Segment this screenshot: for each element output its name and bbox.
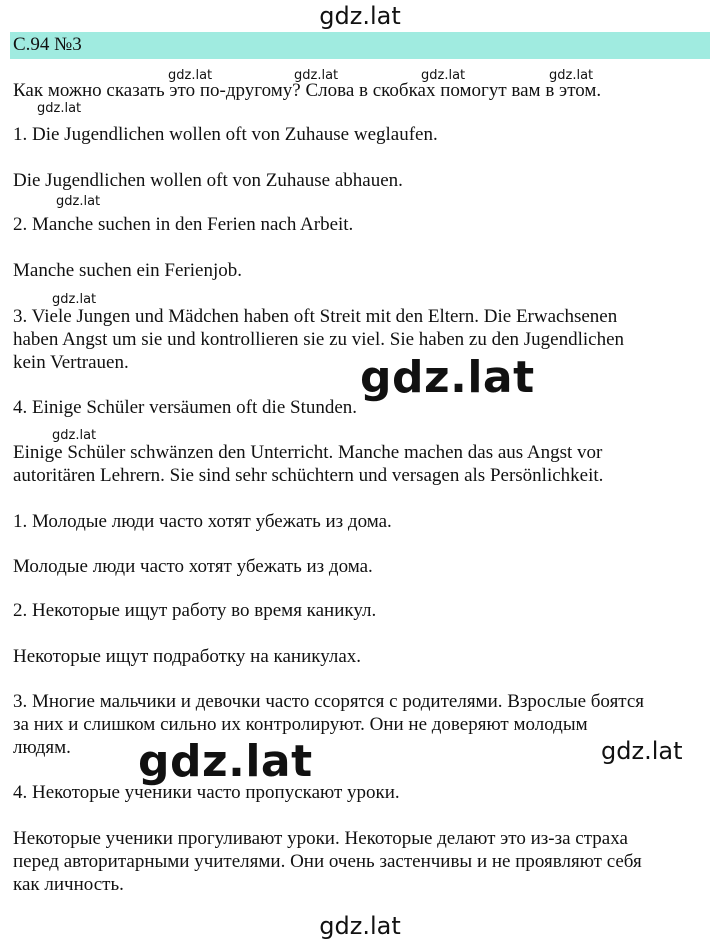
- text-line: Некоторые ученики прогуливают уроки. Некоторые делают это из-за страха: [13, 828, 628, 849]
- text-line: 1. Молодые люди часто хотят убежать из дома.: [13, 511, 392, 532]
- watermark-small-4: gdz.lat: [549, 68, 594, 83]
- watermark-small-2: gdz.lat: [294, 68, 339, 83]
- watermark-top: gdz.lat: [319, 2, 401, 30]
- text-line: 4. Einige Schüler versäumen oft die Stunden.: [13, 397, 358, 418]
- text-line: как личность.: [13, 874, 124, 895]
- text-line: 1. Die Jugendlichen wollen oft von Zuhause weglaufen.: [13, 124, 438, 145]
- text-line: kein Vertrauen.: [13, 352, 129, 373]
- text-line: 2. Manche suchen in den Ferien nach Arbeit.: [13, 214, 354, 235]
- text-line: 3. Viele Jungen und Mädchen haben oft Streit mit den Eltern. Die Erwachsenen: [13, 306, 618, 327]
- text-line: Einige Schüler schwänzen den Unterricht. Manche machen das aus Angst vor: [13, 442, 603, 463]
- text-line: autoritären Lehrern. Sie sind sehr schüchtern und versagen als Persönlichkeit.: [13, 465, 604, 486]
- watermark-large-1: gdz.lat: [360, 352, 535, 403]
- text-line: людям.: [13, 737, 71, 758]
- text-line: за них и слишком сильно их контролируют. Они не доверяют молодым: [13, 714, 588, 735]
- watermark-small-8: gdz.lat: [52, 428, 97, 443]
- watermark-medium: gdz.lat: [601, 737, 683, 765]
- text-line: 3. Многие мальчики и девочки часто ссорятся с родителями. Взрослые боятся: [13, 691, 645, 712]
- text-line: Manche suchen ein Ferienjob.: [13, 260, 242, 281]
- watermark-bottom: gdz.lat: [319, 912, 401, 940]
- watermark-large-2: gdz.lat: [138, 736, 313, 787]
- text-line: перед авторитарными учителями. Они очень застенчивы и не проявляют себя: [13, 851, 642, 872]
- watermark-small-1: gdz.lat: [168, 68, 213, 83]
- text-line: 2. Некоторые ищут работу во время каникул.: [13, 600, 377, 621]
- page-title: С.94 №3: [13, 34, 82, 55]
- watermark-small-5: gdz.lat: [37, 101, 82, 116]
- instruction-line: Как можно сказать это по-другому? Слова в скобках помогут вам в этом.: [13, 80, 602, 101]
- text-line: haben Angst um sie und kontrollieren sie zu viel. Sie haben zu den Jugendlichen: [13, 329, 625, 350]
- text-line: Die Jugendlichen wollen oft von Zuhause abhauen.: [13, 170, 403, 191]
- text-line: Молодые люди часто хотят убежать из дома.: [13, 556, 373, 577]
- watermark-small-3: gdz.lat: [421, 68, 466, 83]
- header-bar: [10, 32, 710, 59]
- watermark-small-7: gdz.lat: [52, 292, 97, 307]
- text-line: 4. Некоторые ученики часто пропускают уроки.: [13, 782, 400, 803]
- watermark-small-6: gdz.lat: [56, 194, 101, 209]
- text-line: Некоторые ищут подработку на каникулах.: [13, 646, 362, 667]
